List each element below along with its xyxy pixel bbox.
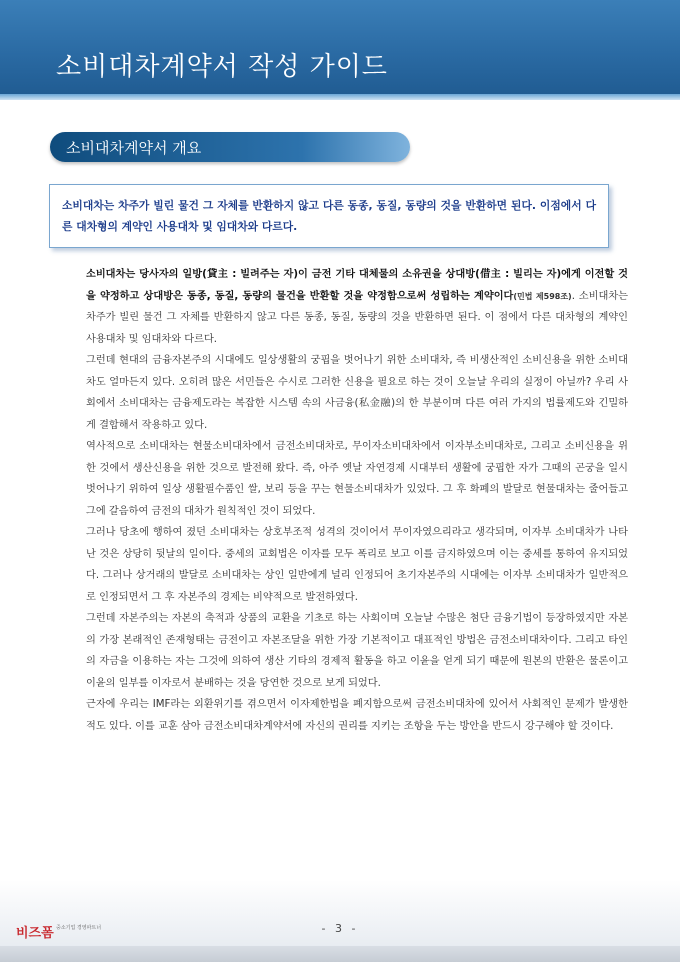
section-title: 소비대차계약서 개요 [66,139,202,157]
header-banner [0,0,680,100]
paragraph-1 [86,264,628,350]
paragraph-5: 그런데 자본주의는 자본의 축적과 상품의 교환을 기초로 하는 사회이며 오늘날 수많은 첨단 금융기법이 등장하였지만 자본의 가장 본래적인 존재형태는 금전이고 자본조달을 위한 가장 기본적이고 대표적인 방법은 금전소비대차이다. 그리고 타인의 자금을 이용하는 자는 그것에 의하여 생산 기타의 경제적 활동을 하고 이윤을 얻게 되기 때문에 원본의 반환은 물론이고 이윤의 일부를 이자로서 분배하는 것을 당연한 것으로 보게 되었다. [86,613,628,689]
paragraph-1-bold: 소비대차는 당사자의 일방(貸主 : 빌려주는 자)이 금전 기타 대체물의 소유권을 상대방(借主 : 빌리는 자)에게 이전할 것을 약정하고 상대방은 동종, 동질, 동량의 물건을 반환할 것을 약정함으로써 성립하는 계약이다 [86,269,628,302]
paragraph-4: 그러나 당초에 행하여 졌던 소비대차는 상호부조적 성격의 것이어서 무이자였으리라고 생각되며, 이자부 소비대차가 나타난 것은 상당히 뒷날의 일이다. 중세의 교회법은 이자를 모두 폭리로 보고 이를 금지하였으며 이는 중세를 통하여 유지되었다. 그러나 상거래의 발달로 소비대차는 상인 일반에게 널리 인정되어 초기자본주의 시대에는 이자부 소비대차가 일반적으로 인정되면서 그 후 자본주의 경제는 비약적으로 발전하였다. [86,527,628,603]
paragraph-1-rest: . 소비대차는 차주가 빌린 물건 그 자체를 반환하지 않고 다른 동종, 동질, 동량의 것을 반환하면 된다. 이 점에서 다른 대차형의 계약인 사용대차 및 임대차와 다르다. [86,290,629,345]
paragraph-2: 그런데 현대의 금융자본주의 시대에도 일상생활의 궁핍을 벗어나기 위한 소비대차, 즉 비생산적인 소비신용을 위한 소비대차도 얼마든지 있다. 오히려 많은 서민들은 수시로 그러한 신용을 필요로 하는 것이 오늘날 우리의 실정이 아닐까? 우리 사회에서 소비대차는 금융제도라는 복잡한 시스템 속의 사금융(私金融)의 한 부분이며 다른 여러 가지의 법률제도와 긴밀하게 결합해서 작용하고 있다. [86,355,628,431]
summary-box [49,184,609,248]
logo-tagline: 중소기업 경영파트너 [56,925,102,931]
body-text [86,264,628,737]
paragraph-6: 근자에 우리는 IMF라는 외환위기를 겪으면서 이자제한법을 폐지함으로써 금전소비대차에 있어서 사회적인 문제가 발생한 적도 있다. 이를 교훈 삼아 금전소비대차계약서에 자신의 권리를 지키는 조항을 두는 방안을 반드시 강구해야 할 것이다. [86,699,628,732]
footer-bar [0,946,680,962]
page-number: - 3 - [321,922,359,935]
page-title: 소비대차계약서 작성 가이드 [56,52,388,82]
logo-text: 비즈폼 [16,926,54,941]
paragraph-1-note: (민법 제598조) [513,291,572,301]
section-heading [50,132,410,162]
summary-text: 소비대차는 차주가 빌린 물건 그 자체를 반환하지 않고 다른 동종, 동질, 동량의 것을 반환하면 된다. 이점에서 다른 대차형의 계약인 사용대차 및 임대차와 다르다. [62,199,596,233]
paragraph-3: 역사적으로 소비대차는 현물소비대차에서 금전소비대차로, 무이자소비대차에서 이자부소비대차로, 그리고 소비신용을 위한 것에서 생산신용을 위한 것으로 발전해 왔다. 즉, 아주 옛날 자연경제 시대부터 생활에 궁핍한 자가 그때의 곤궁을 일시 벗어나기 위하여 일상 생활필수품인 쌀, 보리 등을 꾸는 현물소비대차가 있었다. 그 후 화폐의 발달로 현물대차는 줄어들고 그에 갈음하여 금전의 대차가 원칙적인 것이 되었다. [86,441,628,517]
